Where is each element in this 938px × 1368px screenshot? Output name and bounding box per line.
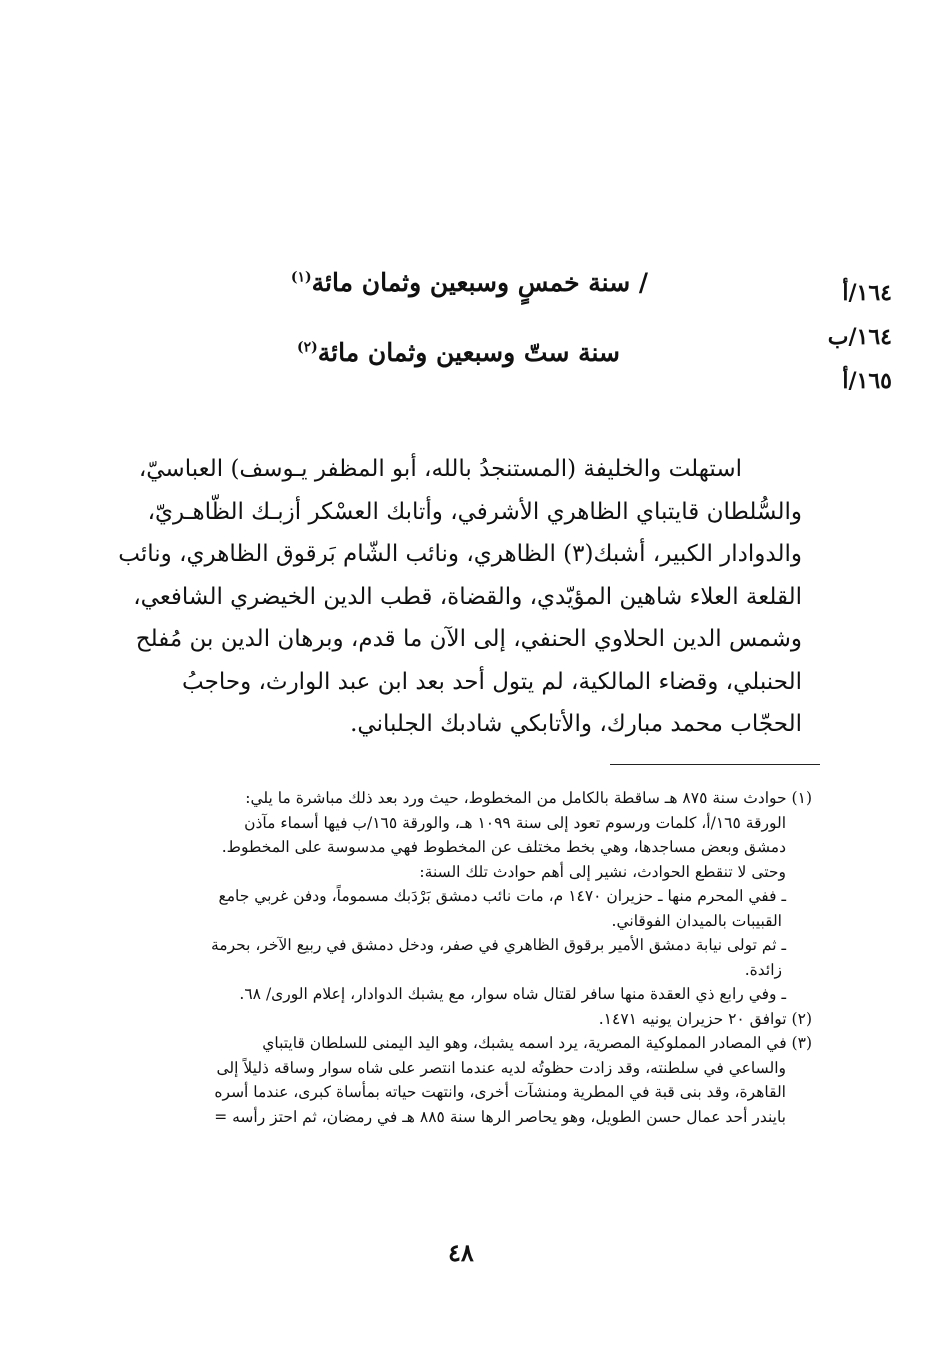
body-line: والسُّلطان قايتباي الظاهري الأشرفي، وأتابك العسْكر أزبـك الظّاهـريّ، [147, 498, 802, 525]
footnote-line: ـ ففي المحرم منها ـ حزيران ١٤٧٠ م، مات نائب دمشق بَرْدَبك مسموماً، ودفن غربي جامع [218, 887, 786, 905]
body-line: الحنبلي، وقضاء المالكية، لم يتول أحد بعد ابن عبد الوارث، وحاجبُ [182, 668, 802, 695]
footnote-separator [610, 764, 820, 765]
footnote-line: ـ ثم تولى نيابة دمشق الأمير برقوق الظاهري في صفر، ودخل دمشق في ربيع الآخر، بحرمة [210, 936, 786, 954]
footnote-line: وحتى لا تنقطع الحوادث، نشير إلى أهم حوادث تلك السنة: [419, 862, 786, 881]
footnote-line: (٣) في المصادر المملوكية المصرية، يرد اسمه يشبك، وهو اليد اليمنى للسلطان قايتباي [262, 1034, 812, 1052]
footnote-marker: (١) [290, 269, 312, 286]
footnote-line: زائدة. [744, 960, 782, 979]
page-number: ٤٨ [448, 1238, 474, 1267]
body-line: استهلت والخليفة (المستنجدُ بالله، أبو المظفر يـوسف) العباسيّ، [138, 456, 742, 482]
body-line: القلعة العلاء شاهين المؤيّدي، والقضاة، قطب الدين الخيضري الشافعي، [133, 583, 802, 610]
footnote-line: بايندر أحد عمال حسن الطويل، وهو يحاصر الرها سنة ٨٨٥ هـ في رمضان، ثم احتز رأسه = [214, 1107, 786, 1126]
footnote-line: (١) حوادث سنة ٨٧٥ هـ ساقطة بالكامل من المخطوط، حيث ورد بعد ذلك مباشرة ما يلي: [245, 789, 812, 807]
footnote-marker: (٢) [296, 339, 318, 356]
body-line: الحجّاب محمد مبارك، والأتابكي شادبك الجلباني. [350, 711, 802, 737]
footnote-line: القاهرة، وقد بنى قبة في المطرية ومنشآت أخرى، وانتهت حياته بمأساة كبرى، عندما أسره [214, 1083, 786, 1101]
folio-ref: ١٦٤/ب [827, 324, 892, 350]
footnote-line: والساعي في سلطنته، وقد زادت حظوتُه لديه عندما انتصر على شاه سوار وساقه ذليلاً إلى [216, 1058, 786, 1077]
footnote-line: القبيبات بالميدان الفوقاني. [611, 911, 782, 930]
section-heading-876 [297, 338, 620, 367]
body-line: وشمس الدين الحلاوي الحنفي، إلى الآن ما قدم، وبرهان الدين بن مُفلح [135, 626, 802, 652]
body-paragraph [102, 448, 802, 746]
footnotes [122, 786, 812, 1129]
folio-ref: ١٦٤/أ [842, 280, 892, 306]
body-line: والدوادار الكبير، أشبك(٣) الظاهري، ونائب الشّام بَرقوق الظاهري، ونائب [118, 541, 802, 567]
footnote-line: الورقة ١٦٥/أ، كلمات ورسوم تعود إلى سنة ١٠٩٩ هـ، والورقة ١٦٥/ب فيها أسماء مآذن [244, 813, 786, 832]
section-heading-875 [291, 268, 648, 297]
footnote-line: ـ وفي رابع ذي العقدة منها سافر لقتال شاه سوار، مع يشبك الدوادار، إعلام الورى/ ٦٨. [239, 985, 786, 1003]
footnote-line: (٢) توافق ٢٠ حزيران يونيه ١٤٧١. [598, 1009, 812, 1028]
heading-text: / سنة خمسٍ وسبعين وثمان مائة [311, 268, 648, 297]
footnote-line: دمشق وبعض مساجدها، وهي بخط مختلف عن المخطوط فهي مدسوسة على المخطوط. [221, 838, 786, 856]
heading-text: سنة ستّ وسبعين وثمان مائة [317, 338, 620, 367]
folio-ref: ١٦٥/أ [842, 368, 892, 394]
folio-references [812, 278, 892, 410]
